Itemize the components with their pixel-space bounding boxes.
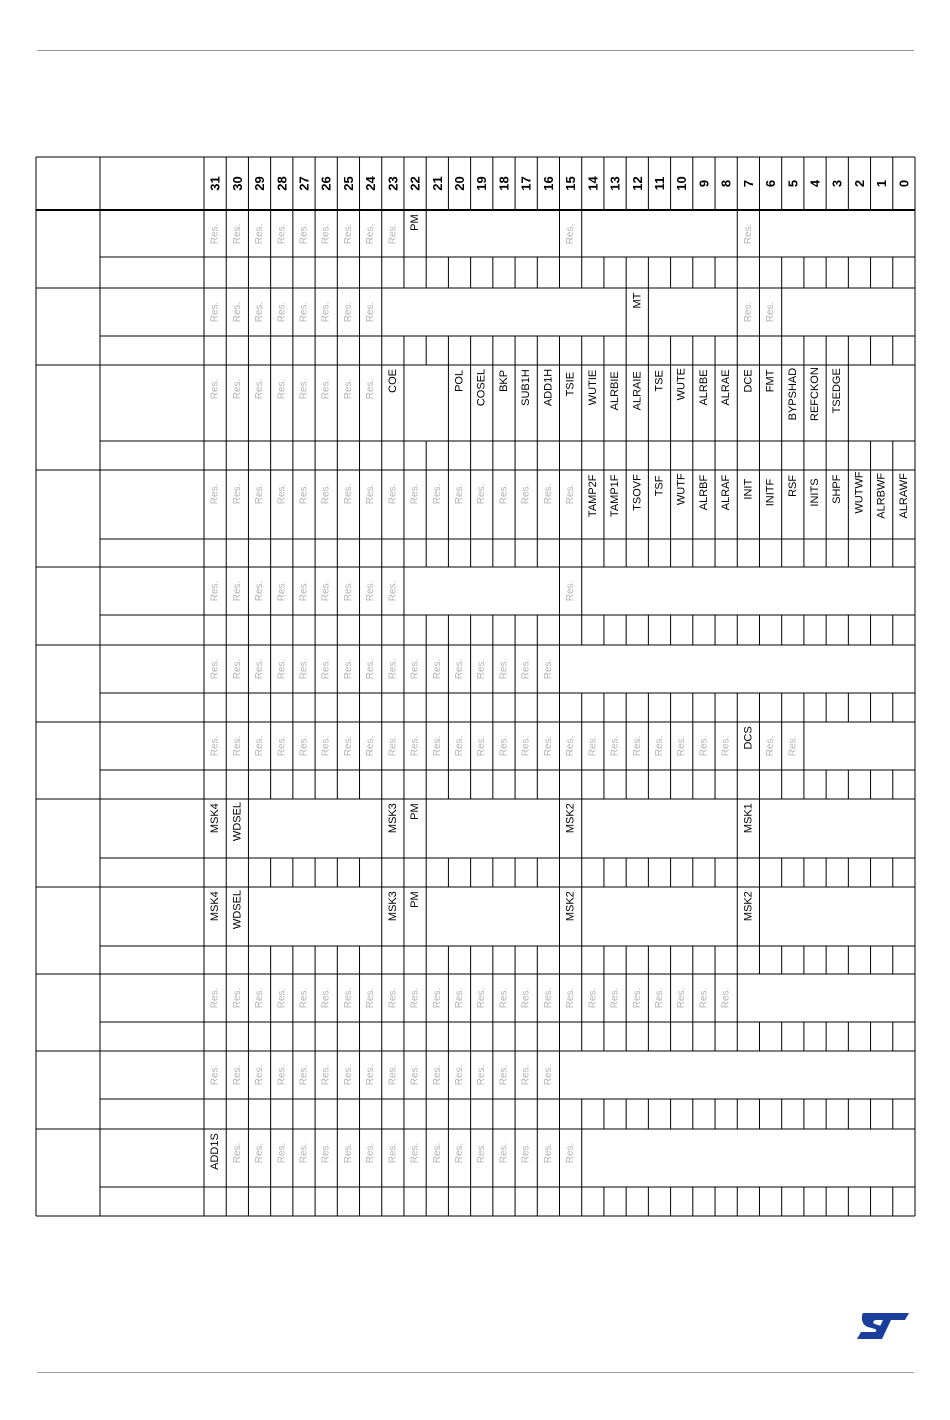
reserved-bit-label: Res.: [631, 987, 643, 1009]
reserved-bit-label: Res.: [565, 987, 577, 1009]
reserved-bit-label: Res.: [609, 735, 621, 757]
reserved-bit-label: Res.: [520, 658, 532, 680]
register-field-label: WUTE: [675, 368, 688, 401]
register-field-label: WUTIE: [586, 369, 599, 406]
reserved-bit-label: Res.: [431, 735, 443, 757]
reserved-bit-label: Res.: [342, 483, 354, 505]
reserved-bit-label: Res.: [276, 580, 288, 602]
reserved-bit-label: Res.: [365, 735, 377, 757]
bit-number-header: 6: [763, 179, 779, 188]
reserved-bit-label: Res.: [254, 735, 266, 757]
reserved-bit-label: Res.: [698, 735, 710, 757]
register-field-label: REFCKON: [809, 367, 822, 421]
reserved-bit-label: Res.: [409, 658, 421, 680]
reserved-bit-label: Res.: [320, 735, 332, 757]
register-field-label: ALRBE: [697, 369, 710, 406]
reserved-bit-label: Res.: [431, 987, 443, 1009]
reserved-bit-label: Res.: [231, 301, 243, 323]
bit-number-header: 27: [296, 176, 312, 191]
reserved-bit-label: Res.: [565, 483, 577, 505]
reserved-bit-label: Res.: [342, 1142, 354, 1164]
st-logo: [855, 1311, 911, 1341]
register-field-label: MSK2: [742, 891, 755, 922]
bit-number-header: 14: [585, 176, 601, 191]
reserved-bit-label: Res.: [365, 580, 377, 602]
bit-number-header: 13: [607, 176, 623, 191]
reserved-bit-label: Res.: [498, 483, 510, 505]
reserved-bit-label: Res.: [454, 735, 466, 757]
reserved-bit-label: Res.: [320, 1142, 332, 1164]
reserved-bit-label: Res.: [387, 658, 399, 680]
reserved-bit-label: Res.: [320, 658, 332, 680]
reserved-bit-label: Res.: [342, 223, 354, 245]
reserved-bit-label: Res.: [209, 987, 221, 1009]
reserved-bit-label: Res.: [454, 1064, 466, 1086]
reserved-bit-label: Res.: [631, 735, 643, 757]
reserved-bit-label: Res.: [498, 987, 510, 1009]
bit-number-header: 7: [740, 179, 756, 188]
reserved-bit-label: Res.: [476, 1064, 488, 1086]
reserved-bit-label: Res.: [520, 735, 532, 757]
register-field-label: PM: [409, 891, 422, 908]
reserved-bit-label: Res.: [276, 1064, 288, 1086]
bit-number-header: 3: [829, 179, 845, 188]
reserved-bit-label: Res.: [254, 1064, 266, 1086]
reserved-bit-label: Res.: [765, 301, 777, 323]
reserved-bit-label: Res.: [276, 735, 288, 757]
reserved-bit-label: Res.: [254, 658, 266, 680]
bit-number-header: 29: [252, 176, 268, 191]
reserved-bit-label: Res.: [609, 987, 621, 1009]
reserved-bit-label: Res.: [209, 580, 221, 602]
reserved-bit-label: Res.: [276, 987, 288, 1009]
register-field-label: MSK3: [386, 891, 399, 922]
reserved-bit-label: Res.: [231, 580, 243, 602]
reserved-bit-label: Res.: [409, 1064, 421, 1086]
reserved-bit-label: Res.: [231, 223, 243, 245]
register-field-label: SUB1H: [520, 369, 533, 406]
reserved-bit-label: Res.: [298, 987, 310, 1009]
register-field-label: TSIE: [564, 371, 577, 397]
reserved-bit-label: Res.: [387, 223, 399, 245]
reserved-bit-label: Res.: [231, 987, 243, 1009]
reserved-bit-label: Res.: [565, 735, 577, 757]
reserved-bit-label: Res.: [209, 483, 221, 505]
register-field-label: PM: [409, 214, 422, 231]
reserved-bit-label: Res.: [720, 735, 732, 757]
reserved-bit-label: Res.: [320, 378, 332, 400]
reserved-bit-label: Res.: [254, 987, 266, 1009]
reserved-bit-label: Res.: [587, 735, 599, 757]
reserved-bit-label: Res.: [565, 580, 577, 602]
reserved-bit-label: Res.: [431, 658, 443, 680]
register-field-label: COE: [386, 368, 399, 393]
register-field-label: INIT: [742, 478, 755, 500]
reserved-bit-label: Res.: [320, 301, 332, 323]
reserved-bit-label: Res.: [742, 301, 754, 323]
reserved-bit-label: Res.: [365, 483, 377, 505]
reserved-bit-label: Res.: [476, 483, 488, 505]
bit-number-header: 22: [407, 176, 423, 191]
bit-number-header: 17: [518, 176, 534, 191]
bit-number-header: 9: [696, 179, 712, 188]
reserved-bit-label: Res.: [342, 987, 354, 1009]
reserved-bit-label: Res.: [365, 301, 377, 323]
register-field-label: ALRAIE: [631, 371, 644, 411]
reserved-bit-label: Res.: [298, 483, 310, 505]
reserved-bit-label: Res.: [542, 987, 554, 1009]
reserved-bit-label: Res.: [209, 223, 221, 245]
bit-number-header: 18: [496, 176, 512, 191]
register-field-label: MSK1: [742, 803, 755, 834]
reserved-bit-label: Res.: [542, 1142, 554, 1164]
reserved-bit-label: Res.: [320, 223, 332, 245]
register-field-label: BYPSHAD: [786, 367, 799, 421]
reserved-bit-label: Res.: [653, 735, 665, 757]
bit-number-header: 23: [385, 176, 401, 191]
reserved-bit-label: Res.: [209, 378, 221, 400]
reserved-bit-label: Res.: [498, 1064, 510, 1086]
reserved-bit-label: Res.: [231, 483, 243, 505]
bit-number-header: 1: [874, 179, 890, 188]
register-field-label: ALRBIE: [609, 371, 622, 411]
reserved-bit-label: Res.: [342, 735, 354, 757]
reserved-bit-label: Res.: [276, 301, 288, 323]
reserved-bit-label: Res.: [454, 658, 466, 680]
reserved-bit-label: Res.: [387, 1064, 399, 1086]
reserved-bit-label: Res.: [454, 483, 466, 505]
bit-number-header: 21: [429, 176, 445, 191]
reserved-bit-label: Res.: [298, 378, 310, 400]
bit-number-header: 25: [340, 176, 356, 191]
reserved-bit-label: Res.: [342, 1064, 354, 1086]
reserved-bit-label: Res.: [431, 1064, 443, 1086]
register-field-label: ALRBF: [697, 474, 710, 511]
register-field-label: ALRAF: [720, 474, 733, 511]
reserved-bit-label: Res.: [365, 987, 377, 1009]
reserved-bit-label: Res.: [431, 1142, 443, 1164]
reserved-bit-label: Res.: [565, 1142, 577, 1164]
reserved-bit-label: Res.: [365, 658, 377, 680]
register-field-label: FMT: [764, 369, 777, 393]
reserved-bit-label: Res.: [320, 987, 332, 1009]
reserved-bit-label: Res.: [765, 735, 777, 757]
reserved-bit-label: Res.: [231, 735, 243, 757]
reserved-bit-label: Res.: [520, 1064, 532, 1086]
register-field-label: DCS: [742, 726, 755, 750]
register-field-label: POL: [453, 369, 466, 392]
reserved-bit-label: Res.: [542, 483, 554, 505]
reserved-bit-label: Res.: [320, 1064, 332, 1086]
reserved-bit-label: Res.: [409, 735, 421, 757]
reserved-bit-label: Res.: [387, 735, 399, 757]
register-field-label: DCE: [742, 369, 755, 393]
reserved-bit-label: Res.: [209, 658, 221, 680]
reserved-bit-label: Res.: [476, 1142, 488, 1164]
register-field-label: ALRBWF: [875, 472, 888, 519]
reserved-bit-label: Res.: [298, 1064, 310, 1086]
reserved-bit-label: Res.: [276, 378, 288, 400]
register-field-label: TAMP1F: [609, 474, 622, 518]
reserved-bit-label: Res.: [698, 987, 710, 1009]
reserved-bit-label: Res.: [342, 580, 354, 602]
register-field-label: ADD1H: [542, 368, 555, 407]
reserved-bit-label: Res.: [387, 483, 399, 505]
register-field-label: MSK4: [209, 803, 222, 834]
reserved-bit-label: Res.: [542, 658, 554, 680]
reserved-bit-label: Res.: [254, 1142, 266, 1164]
reserved-bit-label: Res.: [387, 987, 399, 1009]
bit-number-header: 26: [318, 176, 334, 191]
bit-number-header: 24: [363, 176, 379, 191]
register-field-label: ALRAE: [720, 369, 733, 406]
register-field-label: SHPF: [831, 474, 844, 504]
reserved-bit-label: Res.: [298, 1142, 310, 1164]
bit-number-header: 16: [540, 176, 556, 191]
reserved-bit-label: Res.: [254, 301, 266, 323]
register-field-label: WUTF: [675, 473, 688, 506]
reserved-bit-label: Res.: [787, 735, 799, 757]
reserved-bit-label: Res.: [276, 223, 288, 245]
reserved-bit-label: Res.: [409, 1142, 421, 1164]
reserved-bit-label: Res.: [587, 987, 599, 1009]
reserved-bit-label: Res.: [409, 987, 421, 1009]
reserved-bit-label: Res.: [653, 987, 665, 1009]
reserved-bit-label: Res.: [720, 987, 732, 1009]
reserved-bit-label: Res.: [365, 1142, 377, 1164]
reserved-bit-label: Res.: [320, 580, 332, 602]
register-field-label: WDSEL: [231, 801, 244, 842]
reserved-bit-label: Res.: [498, 658, 510, 680]
reserved-bit-label: Res.: [409, 483, 421, 505]
bit-number-header: 0: [896, 179, 912, 188]
reserved-bit-label: Res.: [298, 735, 310, 757]
register-field-label: TSEDGE: [831, 368, 844, 414]
reserved-bit-label: Res.: [231, 1064, 243, 1086]
register-field-label: MT: [631, 292, 644, 309]
reserved-bit-label: Res.: [520, 483, 532, 505]
bit-number-header: 11: [651, 176, 667, 191]
reserved-bit-label: Res.: [542, 1064, 554, 1086]
reserved-bit-label: Res.: [498, 735, 510, 757]
register-field-label: MSK2: [564, 803, 577, 834]
bit-number-header: 2: [851, 179, 867, 188]
bit-number-header: 8: [718, 179, 734, 188]
reserved-bit-label: Res.: [342, 301, 354, 323]
reserved-bit-label: Res.: [209, 735, 221, 757]
reserved-bit-label: Res.: [476, 735, 488, 757]
bit-number-header: 15: [563, 176, 579, 191]
bit-number-header: 28: [274, 176, 290, 191]
reserved-bit-label: Res.: [254, 483, 266, 505]
reserved-bit-label: Res.: [365, 223, 377, 245]
register-field-label: TSF: [653, 475, 666, 497]
register-field-label: TSOVF: [631, 474, 644, 511]
register-field-label: TSE: [653, 370, 666, 392]
register-field-label: RSF: [786, 474, 799, 497]
register-field-label: ALRAWF: [897, 473, 910, 519]
reserved-bit-label: Res.: [520, 1142, 532, 1164]
reserved-bit-label: Res.: [209, 1064, 221, 1086]
register-field-label: TAMP2F: [586, 474, 599, 518]
reserved-bit-label: Res.: [298, 223, 310, 245]
register-field-label: INITF: [764, 478, 777, 507]
reserved-bit-label: Res.: [387, 1142, 399, 1164]
reserved-bit-label: Res.: [298, 658, 310, 680]
bit-number-header: 10: [674, 176, 690, 191]
reserved-bit-label: Res.: [276, 658, 288, 680]
reserved-bit-label: Res.: [254, 378, 266, 400]
reserved-bit-label: Res.: [454, 987, 466, 1009]
reserved-bit-label: Res.: [431, 483, 443, 505]
reserved-bit-label: Res.: [565, 223, 577, 245]
reserved-bit-label: Res.: [365, 378, 377, 400]
register-field-label: MSK3: [386, 803, 399, 834]
reserved-bit-label: Res.: [254, 223, 266, 245]
reserved-bit-label: Res.: [520, 987, 532, 1009]
bit-number-header: 19: [474, 176, 490, 191]
reserved-bit-label: Res.: [676, 735, 688, 757]
reserved-bit-label: Res.: [209, 301, 221, 323]
reserved-bit-label: Res.: [254, 580, 266, 602]
bit-number-header: 31: [207, 176, 223, 191]
reserved-bit-label: Res.: [498, 1142, 510, 1164]
reserved-bit-label: Res.: [276, 1142, 288, 1164]
reserved-bit-label: Res.: [742, 223, 754, 245]
register-field-label: COSEL: [475, 368, 488, 407]
reserved-bit-label: Res.: [298, 580, 310, 602]
register-field-label: INITS: [809, 478, 822, 507]
reserved-bit-label: Res.: [342, 378, 354, 400]
reserved-bit-label: Res.: [298, 301, 310, 323]
reserved-bit-label: Res.: [231, 658, 243, 680]
register-field-label: MSK4: [209, 891, 222, 922]
bit-number-header: 20: [452, 176, 468, 191]
register-field-label: PM: [409, 803, 422, 820]
reserved-bit-label: Res.: [476, 987, 488, 1009]
bit-number-header: 5: [785, 179, 801, 188]
register-field-label: WUTWF: [853, 471, 866, 514]
register-field-label: BKP: [497, 369, 510, 392]
reserved-bit-label: Res.: [276, 483, 288, 505]
bit-number-header: 4: [807, 179, 823, 188]
bit-number-header: 12: [629, 176, 645, 191]
reserved-bit-label: Res.: [365, 1064, 377, 1086]
reserved-bit-label: Res.: [454, 1142, 466, 1164]
reserved-bit-label: Res.: [342, 658, 354, 680]
reserved-bit-label: Res.: [387, 580, 399, 602]
register-field-label: WDSEL: [231, 889, 244, 930]
bit-number-header: 30: [229, 176, 245, 191]
reserved-bit-label: Res.: [231, 1142, 243, 1164]
reserved-bit-label: Res.: [476, 658, 488, 680]
reserved-bit-label: Res.: [231, 378, 243, 400]
reserved-bit-label: Res.: [320, 483, 332, 505]
register-field-label: MSK2: [564, 891, 577, 922]
reserved-bit-label: Res.: [676, 987, 688, 1009]
register-field-label: ADD1S: [209, 1133, 222, 1170]
reserved-bit-label: Res.: [542, 735, 554, 757]
